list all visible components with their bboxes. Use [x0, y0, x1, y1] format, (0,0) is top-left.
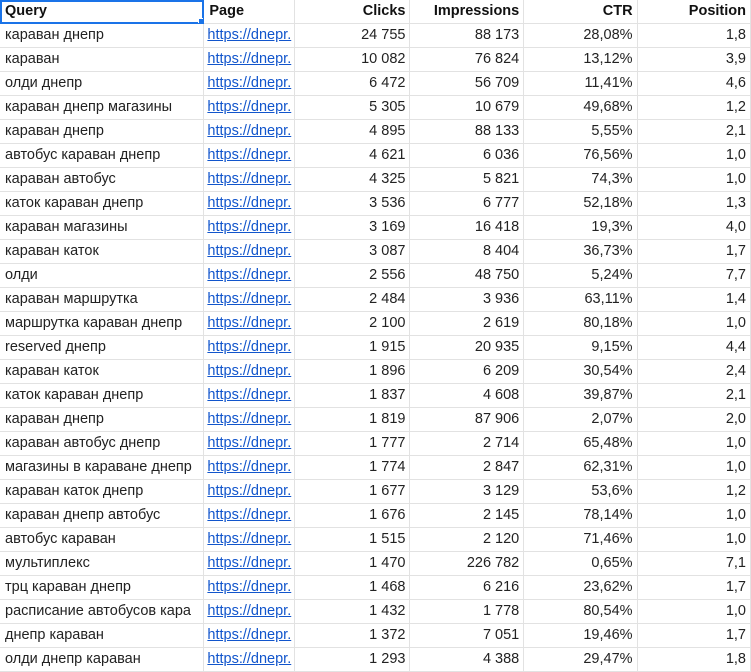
cell-impressions[interactable]: 7 051 — [410, 624, 524, 648]
cell-position[interactable]: 1,7 — [637, 240, 750, 264]
cell-clicks[interactable]: 2 484 — [295, 288, 410, 312]
header-row — [0, 0, 751, 24]
cell-ctr[interactable]: 62,31% — [524, 456, 637, 480]
cell-page-link[interactable]: https://dnepr. — [204, 384, 295, 408]
table-row — [0, 408, 751, 432]
table-body — [0, 24, 751, 672]
cell-impressions[interactable]: 48 750 — [410, 264, 524, 288]
cell-query[interactable]: олди днепр караван — [0, 648, 204, 672]
cell-impressions[interactable]: 87 906 — [410, 408, 524, 432]
cell-clicks[interactable]: 1 432 — [295, 600, 410, 624]
cell-ctr[interactable]: 2,07% — [524, 408, 637, 432]
cell-query[interactable]: караван маршрутка — [0, 288, 204, 312]
cell-ctr[interactable]: 80,18% — [524, 312, 637, 336]
cell-impressions[interactable]: 20 935 — [410, 336, 524, 360]
table-row — [0, 432, 751, 456]
cell-impressions[interactable]: 2 847 — [410, 456, 524, 480]
cell-impressions[interactable]: 3 129 — [410, 480, 524, 504]
cell-clicks[interactable]: 1 896 — [295, 360, 410, 384]
cell-page-link[interactable]: https://dnepr. — [204, 432, 295, 456]
cell-query[interactable]: олди днепр — [0, 72, 204, 96]
header-page[interactable]: Page — [204, 0, 295, 24]
cell-impressions[interactable]: 56 709 — [410, 72, 524, 96]
cell-query[interactable]: трц караван днепр — [0, 576, 204, 600]
cell-ctr[interactable]: 5,55% — [524, 120, 637, 144]
cell-position[interactable]: 1,0 — [637, 456, 750, 480]
cell-impressions[interactable]: 4 388 — [410, 648, 524, 672]
cell-impressions[interactable]: 88 133 — [410, 120, 524, 144]
header-impressions[interactable]: Impressions — [410, 0, 524, 24]
cell-query[interactable]: караван магазины — [0, 216, 204, 240]
cell-page-link[interactable]: https://dnepr. — [204, 624, 295, 648]
cell-position[interactable]: 2,1 — [637, 384, 750, 408]
cell-page-link[interactable]: https://dnepr. — [204, 456, 295, 480]
fill-handle[interactable] — [198, 18, 204, 24]
cell-page-link[interactable]: https://dnepr. — [204, 312, 295, 336]
cell-page-link[interactable]: https://dnepr. — [204, 648, 295, 672]
table-row — [0, 648, 751, 672]
cell-query[interactable]: мультиплекс — [0, 552, 204, 576]
cell-clicks[interactable]: 2 100 — [295, 312, 410, 336]
table-row — [0, 24, 751, 48]
cell-page-link[interactable]: https://dnepr. — [204, 144, 295, 168]
cell-page-link[interactable]: https://dnepr. — [204, 600, 295, 624]
cell-clicks[interactable]: 1 468 — [295, 576, 410, 600]
cell-page-link[interactable]: https://dnepr. — [204, 408, 295, 432]
cell-query[interactable]: расписание автобусов кара — [0, 600, 204, 624]
cell-ctr[interactable]: 23,62% — [524, 576, 637, 600]
cell-query[interactable]: магазины в караване днепр — [0, 456, 204, 480]
cell-clicks[interactable]: 1 677 — [295, 480, 410, 504]
cell-query[interactable]: олди — [0, 264, 204, 288]
cell-clicks[interactable]: 1 915 — [295, 336, 410, 360]
table-row — [0, 96, 751, 120]
cell-clicks[interactable]: 3 169 — [295, 216, 410, 240]
cell-position[interactable]: 1,7 — [637, 624, 750, 648]
cell-page-link[interactable]: https://dnepr. — [204, 96, 295, 120]
cell-page-link[interactable]: https://dnepr. — [204, 336, 295, 360]
cell-query[interactable]: караван днепр — [0, 24, 204, 48]
cell-query[interactable]: reserved днепр — [0, 336, 204, 360]
table-row — [0, 168, 751, 192]
cell-position[interactable]: 2,0 — [637, 408, 750, 432]
header-query[interactable] — [0, 0, 204, 24]
cell-ctr[interactable]: 53,6% — [524, 480, 637, 504]
cell-page-link[interactable]: https://dnepr. — [204, 192, 295, 216]
cell-query[interactable]: днепр караван — [0, 624, 204, 648]
cell-query[interactable]: каток караван днепр — [0, 192, 204, 216]
cell-ctr[interactable]: 0,65% — [524, 552, 637, 576]
cell-position[interactable]: 1,7 — [637, 576, 750, 600]
cell-query[interactable]: караван днепр магазины — [0, 96, 204, 120]
cell-position[interactable]: 1,3 — [637, 192, 750, 216]
cell-position[interactable]: 1,0 — [637, 600, 750, 624]
cell-position[interactable]: 1,8 — [637, 24, 750, 48]
table-row — [0, 72, 751, 96]
cell-position[interactable]: 1,0 — [637, 528, 750, 552]
cell-position[interactable]: 7,7 — [637, 264, 750, 288]
cell-page-link[interactable]: https://dnepr. — [204, 360, 295, 384]
cell-impressions[interactable]: 6 216 — [410, 576, 524, 600]
cell-clicks[interactable]: 2 556 — [295, 264, 410, 288]
header-ctr[interactable]: CTR — [524, 0, 637, 24]
table-row — [0, 360, 751, 384]
cell-ctr[interactable]: 63,11% — [524, 288, 637, 312]
cell-clicks[interactable]: 1 372 — [295, 624, 410, 648]
cell-query[interactable]: караван каток днепр — [0, 480, 204, 504]
cell-query[interactable]: караван каток — [0, 360, 204, 384]
cell-query[interactable]: караван каток — [0, 240, 204, 264]
cell-page-link[interactable]: https://dnepr. — [204, 504, 295, 528]
table-row — [0, 528, 751, 552]
table-row — [0, 504, 751, 528]
cell-impressions[interactable]: 16 418 — [410, 216, 524, 240]
cell-query[interactable]: маршрутка караван днепр — [0, 312, 204, 336]
cell-ctr[interactable]: 39,87% — [524, 384, 637, 408]
table-row — [0, 144, 751, 168]
cell-ctr[interactable]: 30,54% — [524, 360, 637, 384]
cell-clicks[interactable]: 24 755 — [295, 24, 410, 48]
cell-page-link[interactable]: https://dnepr. — [204, 216, 295, 240]
table-row — [0, 288, 751, 312]
cell-position[interactable]: 2,4 — [637, 360, 750, 384]
cell-ctr[interactable]: 19,46% — [524, 624, 637, 648]
cell-query[interactable]: караван — [0, 48, 204, 72]
cell-impressions[interactable]: 76 824 — [410, 48, 524, 72]
table-row — [0, 120, 751, 144]
cell-page-link[interactable]: https://dnepr. — [204, 168, 295, 192]
table-row — [0, 576, 751, 600]
cell-impressions[interactable]: 6 777 — [410, 192, 524, 216]
table-row — [0, 312, 751, 336]
cell-ctr[interactable]: 5,24% — [524, 264, 637, 288]
cell-impressions[interactable]: 6 209 — [410, 360, 524, 384]
cell-ctr[interactable]: 29,47% — [524, 648, 637, 672]
cell-position[interactable]: 1,0 — [637, 312, 750, 336]
cell-ctr[interactable]: 36,73% — [524, 240, 637, 264]
table-row — [0, 48, 751, 72]
cell-page-link[interactable]: https://dnepr. — [204, 48, 295, 72]
cell-page-link[interactable]: https://dnepr. — [204, 120, 295, 144]
cell-impressions[interactable]: 2 120 — [410, 528, 524, 552]
table-row — [0, 264, 751, 288]
cell-impressions[interactable]: 226 782 — [410, 552, 524, 576]
cell-impressions[interactable]: 10 679 — [410, 96, 524, 120]
cell-position[interactable]: 1,0 — [637, 504, 750, 528]
cell-position[interactable]: 1,0 — [637, 432, 750, 456]
cell-clicks[interactable]: 4 325 — [295, 168, 410, 192]
cell-impressions[interactable]: 5 821 — [410, 168, 524, 192]
cell-page-link[interactable]: https://dnepr. — [204, 552, 295, 576]
table-row — [0, 552, 751, 576]
cell-ctr[interactable]: 11,41% — [524, 72, 637, 96]
table-row — [0, 240, 751, 264]
cell-impressions[interactable]: 3 936 — [410, 288, 524, 312]
cell-clicks[interactable]: 1 777 — [295, 432, 410, 456]
cell-page-link[interactable]: https://dnepr. — [204, 72, 295, 96]
cell-query[interactable]: караван днепр — [0, 408, 204, 432]
cell-query[interactable]: караван днепр — [0, 120, 204, 144]
cell-clicks[interactable]: 4 895 — [295, 120, 410, 144]
cell-clicks[interactable]: 5 305 — [295, 96, 410, 120]
table-row — [0, 192, 751, 216]
cell-position[interactable]: 1,0 — [637, 168, 750, 192]
cell-query[interactable]: автобус караван — [0, 528, 204, 552]
header-position[interactable]: Position — [637, 0, 750, 24]
cell-clicks[interactable]: 1 837 — [295, 384, 410, 408]
table-row — [0, 600, 751, 624]
cell-page-link[interactable]: https://dnepr. — [204, 24, 295, 48]
cell-impressions[interactable]: 1 778 — [410, 600, 524, 624]
cell-clicks[interactable]: 3 536 — [295, 192, 410, 216]
cell-position[interactable]: 1,2 — [637, 96, 750, 120]
cell-ctr[interactable]: 13,12% — [524, 48, 637, 72]
cell-position[interactable]: 4,0 — [637, 216, 750, 240]
cell-query[interactable]: караван автобус днепр — [0, 432, 204, 456]
cell-position[interactable]: 1,2 — [637, 480, 750, 504]
table-row — [0, 216, 751, 240]
cell-impressions[interactable]: 4 608 — [410, 384, 524, 408]
cell-clicks[interactable]: 1 676 — [295, 504, 410, 528]
cell-clicks[interactable]: 6 472 — [295, 72, 410, 96]
cell-position[interactable]: 4,4 — [637, 336, 750, 360]
cell-clicks[interactable]: 10 082 — [295, 48, 410, 72]
table-row — [0, 624, 751, 648]
cell-position[interactable]: 7,1 — [637, 552, 750, 576]
cell-page-link[interactable]: https://dnepr. — [204, 528, 295, 552]
table-row — [0, 456, 751, 480]
cell-position[interactable]: 1,4 — [637, 288, 750, 312]
cell-ctr[interactable]: 71,46% — [524, 528, 637, 552]
cell-ctr[interactable]: 49,68% — [524, 96, 637, 120]
cell-position[interactable]: 1,0 — [637, 144, 750, 168]
cell-ctr[interactable]: 74,3% — [524, 168, 637, 192]
cell-clicks[interactable]: 1 774 — [295, 456, 410, 480]
cell-ctr[interactable]: 9,15% — [524, 336, 637, 360]
cell-query[interactable]: караван автобус — [0, 168, 204, 192]
cell-ctr[interactable]: 52,18% — [524, 192, 637, 216]
header-clicks[interactable]: Clicks — [295, 0, 410, 24]
cell-ctr[interactable]: 80,54% — [524, 600, 637, 624]
cell-impressions[interactable]: 88 173 — [410, 24, 524, 48]
cell-page-link[interactable]: https://dnepr. — [204, 576, 295, 600]
table-row — [0, 336, 751, 360]
cell-ctr[interactable]: 78,14% — [524, 504, 637, 528]
cell-clicks[interactable]: 1 470 — [295, 552, 410, 576]
cell-page-link[interactable]: https://dnepr. — [204, 288, 295, 312]
cell-clicks[interactable]: 4 621 — [295, 144, 410, 168]
cell-clicks[interactable]: 3 087 — [295, 240, 410, 264]
cell-page-link[interactable]: https://dnepr. — [204, 264, 295, 288]
cell-impressions[interactable]: 6 036 — [410, 144, 524, 168]
cell-ctr[interactable]: 19,3% — [524, 216, 637, 240]
cell-clicks[interactable]: 1 819 — [295, 408, 410, 432]
cell-position[interactable]: 2,1 — [637, 120, 750, 144]
cell-ctr[interactable]: 28,08% — [524, 24, 637, 48]
cell-query[interactable]: караван днепр автобус — [0, 504, 204, 528]
table-row — [0, 480, 751, 504]
header-query-label: Query — [5, 3, 47, 19]
cell-query[interactable]: каток караван днепр — [0, 384, 204, 408]
table-row — [0, 384, 751, 408]
cell-clicks[interactable]: 1 515 — [295, 528, 410, 552]
cell-clicks[interactable]: 1 293 — [295, 648, 410, 672]
cell-impressions[interactable]: 2 145 — [410, 504, 524, 528]
cell-page-link[interactable]: https://dnepr. — [204, 240, 295, 264]
cell-position[interactable]: 1,8 — [637, 648, 750, 672]
cell-position[interactable]: 4,6 — [637, 72, 750, 96]
cell-ctr[interactable]: 76,56% — [524, 144, 637, 168]
cell-impressions[interactable]: 2 714 — [410, 432, 524, 456]
cell-impressions[interactable]: 2 619 — [410, 312, 524, 336]
cell-impressions[interactable]: 8 404 — [410, 240, 524, 264]
cell-ctr[interactable]: 65,48% — [524, 432, 637, 456]
cell-page-link[interactable]: https://dnepr. — [204, 480, 295, 504]
cell-query[interactable]: автобус караван днепр — [0, 144, 204, 168]
cell-position[interactable]: 3,9 — [637, 48, 750, 72]
